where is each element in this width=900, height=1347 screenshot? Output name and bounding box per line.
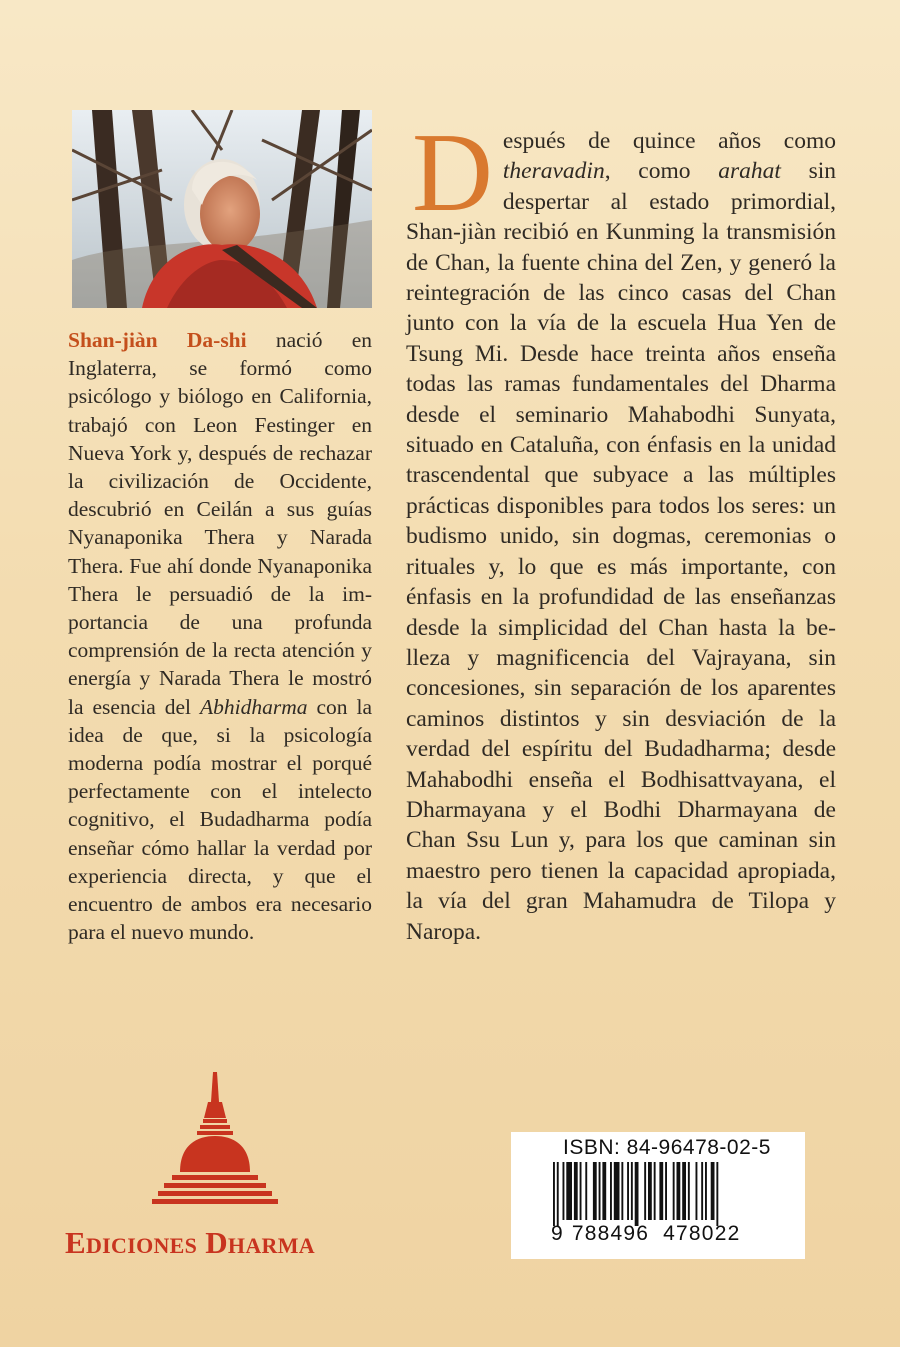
ean-left-group: 788496 [571, 1222, 650, 1245]
bio-text-part-1: nació en Inglaterra, se formó como psicólogo y biólogo en California, trabajó con Leon Festinger en Nueva York y, después de rechazar la civilización de Occidente, descubrió en Ceilán a sus guías Nyanaponika Thera y Narada Thera. Fue ahí donde Nyanaponika Thera le persuadió de la importancia de una profunda comprensión de la recta atención y energía y Narada Thera le mostró la esencia del [68, 328, 372, 719]
description-term-1: theravadin [502, 158, 605, 185]
barcode-bar [654, 1162, 656, 1220]
ean-digits [551, 1222, 781, 1246]
barcode-bar [614, 1162, 620, 1220]
author-photo [72, 110, 372, 308]
author-name: Shan-jiàn Da-shi [68, 328, 247, 352]
barcode-bar [635, 1162, 639, 1226]
ean-first-digit: 9 [551, 1222, 564, 1245]
barcode-bar [599, 1162, 601, 1220]
barcode-panel [511, 1132, 805, 1259]
barcode-bar [566, 1162, 572, 1220]
barcode-bar [716, 1162, 718, 1226]
stupa-logo-icon [150, 1072, 280, 1222]
barcode-bar [682, 1162, 686, 1220]
description-part-1: espués de quince años como [502, 128, 836, 154]
description-part-3: sin despertar al estado primordial, Shan-jiàn recibió en Kunming la transmisión de Chan, la fuente china del Zen, y generó la reintegración de las cinco casas del Chan junto con la vía de la escuela Hua Yen de Tsung Mi. Desde hace treinta años enseña todas las ramas fundamentales del Dharma desde el seminario Mahabodhi Sunyata, situado en Cataluña, con énfasis en la unidad trascendental que subyace a las múltiples prácticas disponibles para todos los seres: un budismo unido, sin dogmas, ceremonias o rituales y, lo que es más importante, con énfasis en la profundidad de las enseñanzas desde la simplicidad del Chan hasta la belleza y magnificencia del Vajrayana, sin concesiones, sin separación de los aparentes caminos distintos y sin desviación de la verdad del espíritu del Budadharma; desde Mahabodhi enseña el Bodhisattvayana, el Dharmayana y el Bodhi Dharmayana de Chan Ssu Lun y, para los que caminan sin maestro pero tienen la capacidad apropiada, la vía del gran Mahamudra de Tilopa y Naropa. [406, 158, 836, 945]
barcode-bar [585, 1162, 587, 1220]
barcode-bar [593, 1162, 597, 1220]
barcode-bar [621, 1162, 623, 1220]
barcode-bar [602, 1162, 606, 1220]
barcode-bar [563, 1162, 565, 1220]
ean-right-group: 478022 [663, 1222, 741, 1245]
barcode-bar [659, 1162, 663, 1220]
barcode-bar [627, 1162, 629, 1220]
author-bio [68, 326, 372, 946]
description-text [406, 111, 836, 947]
barcode-bar [711, 1162, 715, 1220]
barcode-bar [553, 1162, 555, 1226]
barcode-bar [580, 1162, 582, 1220]
description-part-2: , como [604, 158, 719, 185]
barcode-bar [665, 1162, 667, 1220]
barcode-bar [574, 1162, 578, 1220]
barcode-bar [648, 1162, 652, 1220]
barcode-bar [705, 1162, 707, 1220]
barcode-bar [644, 1162, 646, 1220]
bio-text-part-2: con la idea de que, si la psicología moderna podía mostrar el porqué perfectamente con el intelecto cognitivo, el Budadharma podía enseñar cómo hallar la verdad por experiencia directa, y que el encuentro de ambos era necesario para el nuevo mundo. [68, 694, 372, 945]
barcode-bar [557, 1162, 559, 1226]
barcode-bar [688, 1162, 690, 1220]
barcode-bar [673, 1162, 675, 1220]
barcode-bar [696, 1162, 698, 1220]
isbn-number: ISBN: 84-96478-02-5 [563, 1136, 771, 1159]
barcode-bar [677, 1162, 681, 1220]
description-term-2: arahat [718, 158, 781, 185]
drop-cap: D [412, 111, 493, 235]
barcode-bar [631, 1162, 633, 1220]
bio-italic-term: Abhidharma [199, 694, 308, 719]
barcode-bars [551, 1162, 783, 1226]
barcode-bar [610, 1162, 612, 1220]
publisher-name: Ediciones Dharma [65, 1225, 315, 1260]
barcode-bar [701, 1162, 703, 1220]
